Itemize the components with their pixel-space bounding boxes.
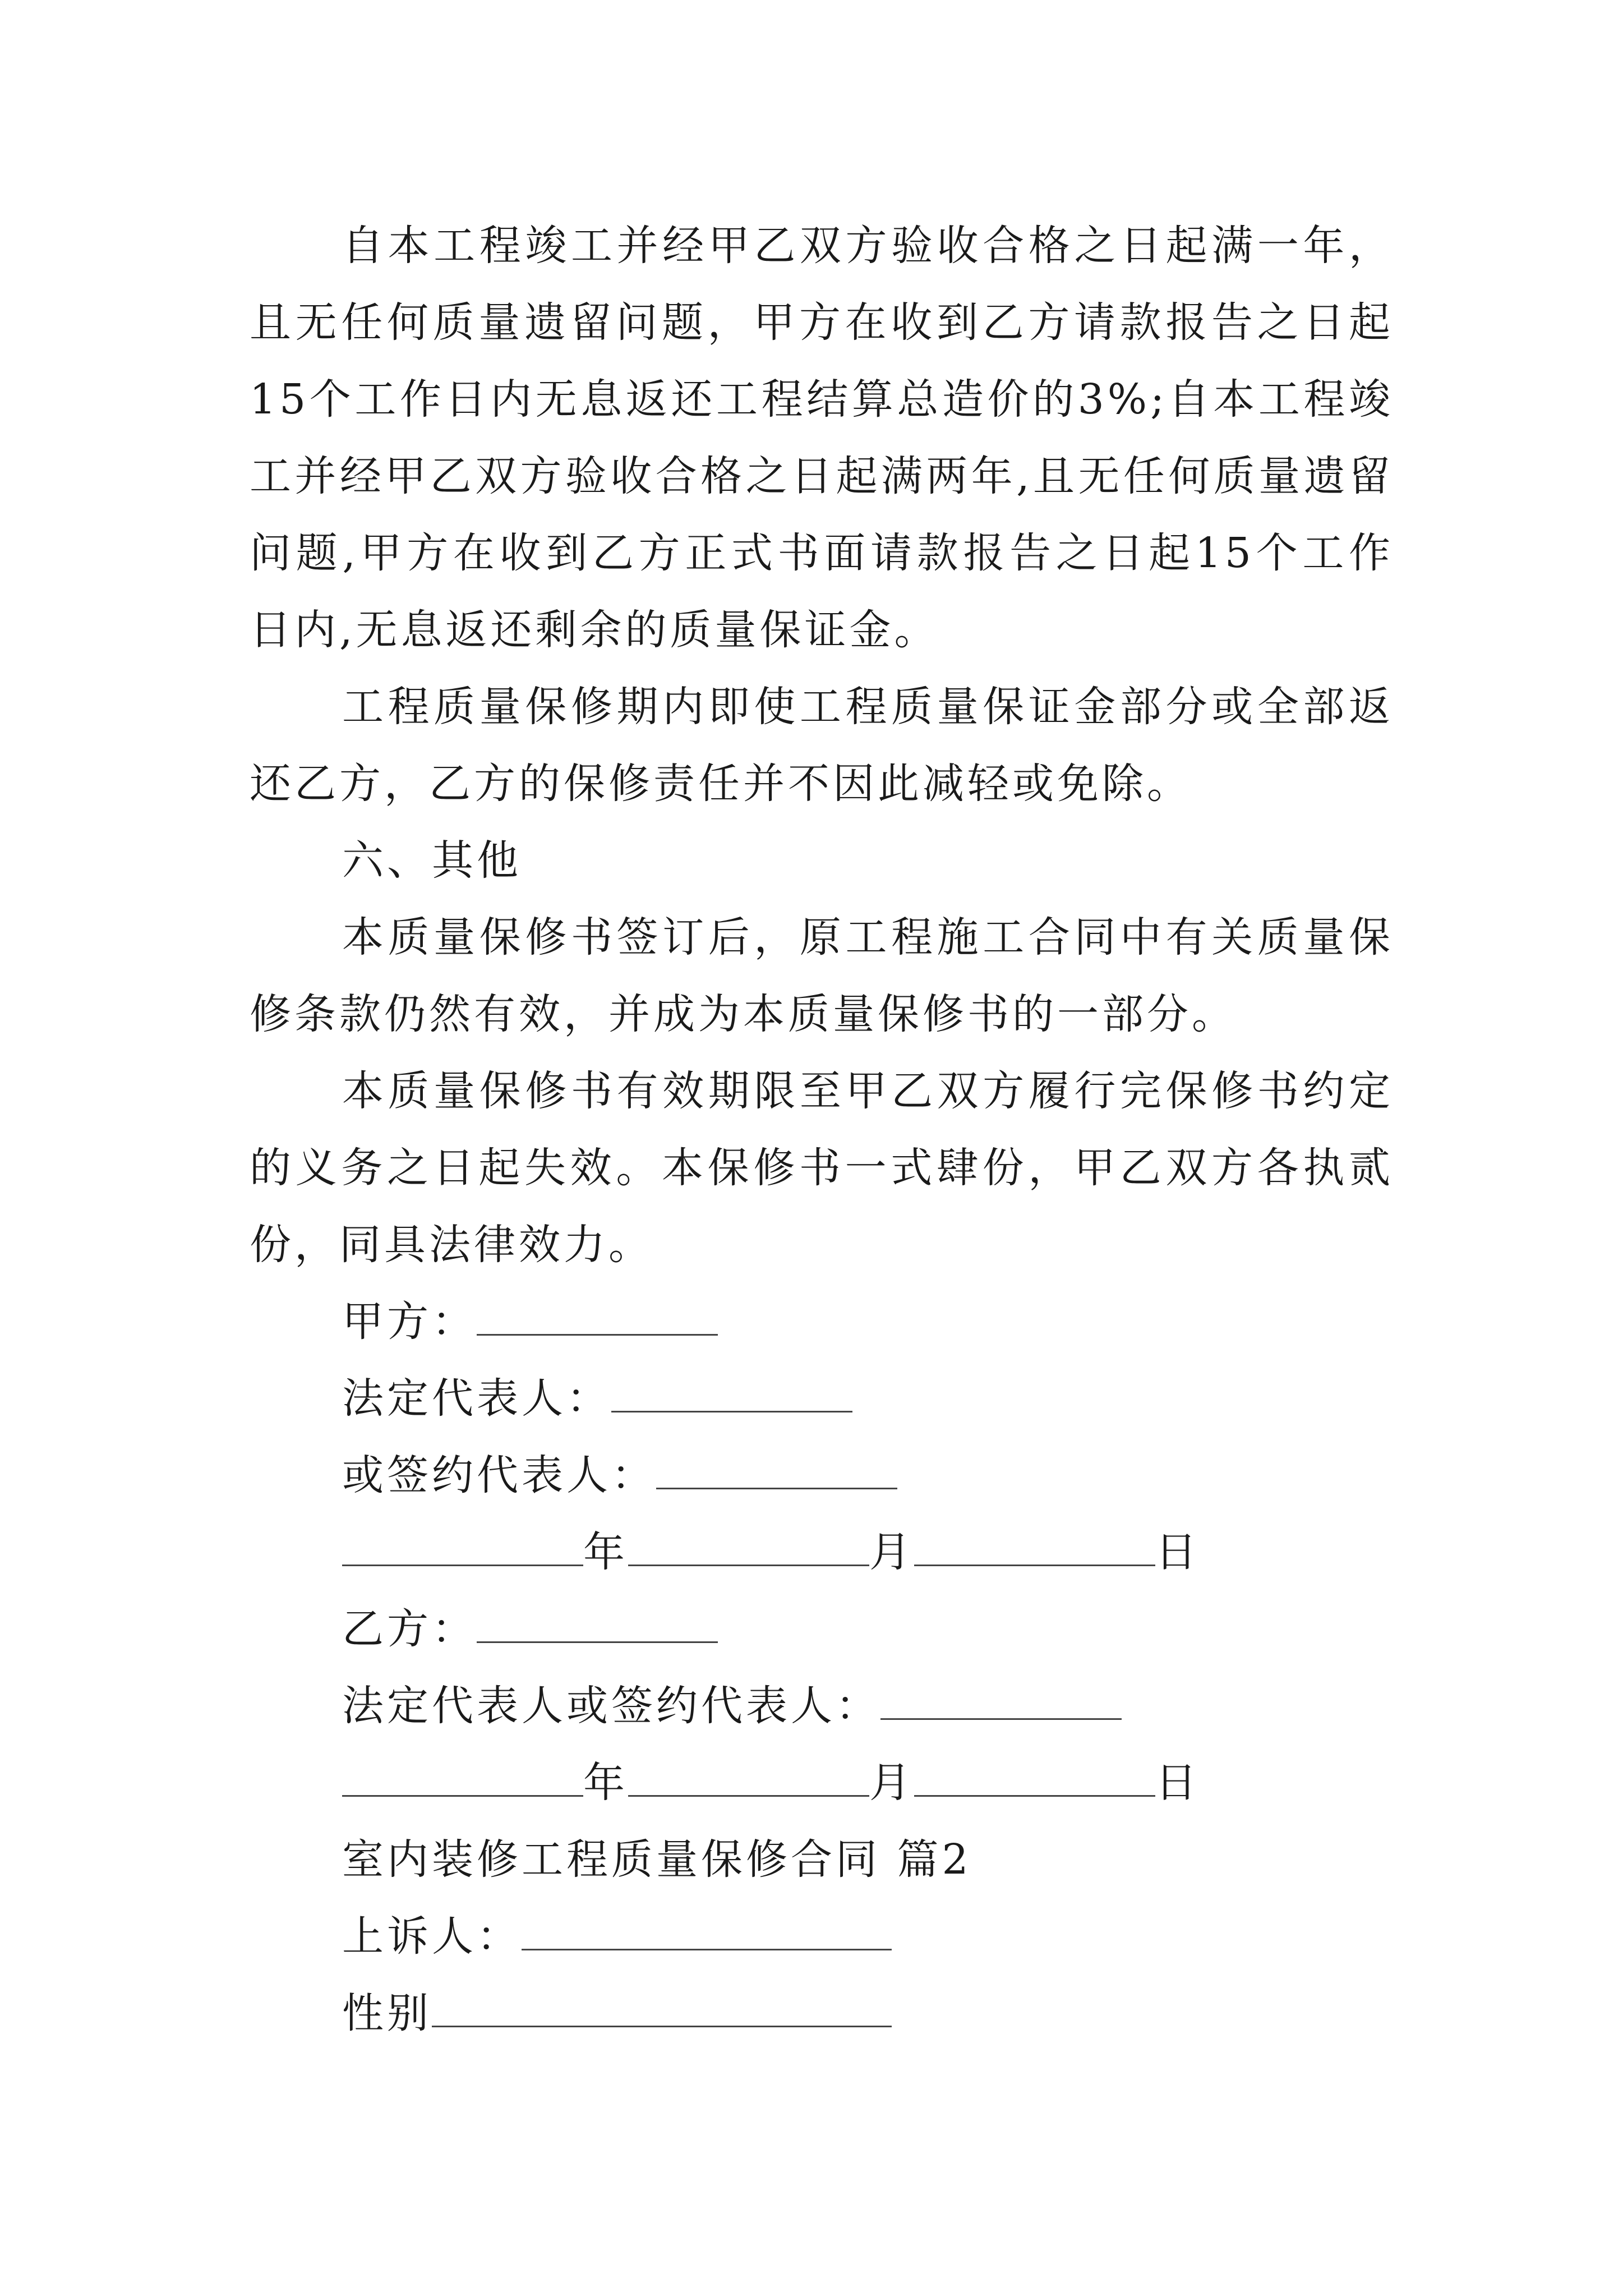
section-heading-other: 六、其他: [342, 836, 522, 885]
party-b-date-line: [250, 1745, 1394, 1821]
gender-blank[interactable]: [432, 1984, 892, 2027]
document-page: [250, 208, 1394, 2052]
party-a-sign-rep-label: 或签约代表人：: [342, 1451, 656, 1499]
party-a-month-blank[interactable]: [628, 1523, 869, 1566]
section2-title: 室内装修工程质量保修合同 篇2: [342, 1835, 972, 1884]
party-b-blank[interactable]: [477, 1600, 718, 1643]
party-b-rep-label: 法定代表人或签约代表人：: [342, 1682, 880, 1730]
gender-line: [250, 1975, 1394, 2052]
day-label: 日: [1155, 1528, 1200, 1576]
party-a-sign-rep-blank[interactable]: [656, 1446, 897, 1489]
party-b-rep-blank[interactable]: [880, 1677, 1122, 1720]
party-a-rep-line: [250, 1360, 1394, 1437]
year-label: 年: [583, 1759, 628, 1807]
appellant-label: 上诉人：: [342, 1912, 522, 1961]
paragraph-refund-terms: 自本工程竣工并经甲乙双方验收合格之日起满一年，且无任何质量遗留问题，甲方在收到乙方请款报告之日起15个工作日内无息返还工程结算总造价的3%;自本工程竣工并经甲乙双方验收合格之日起满两年,且无任何质量遗留问题,甲方在收到乙方正式书面请款报告之日起15个工作日内,无息返还剩余的质量保证金。: [250, 222, 1394, 654]
appellant-blank[interactable]: [522, 1907, 892, 1950]
gender-label: 性别: [342, 1989, 432, 2037]
party-a-day-blank[interactable]: [914, 1523, 1155, 1566]
paragraph-warranty-responsibility: 工程质量保修期内即使工程质量保证金部分或全部返还乙方，乙方的保修责任并不因此减轻或免除。: [250, 683, 1394, 808]
party-b-rep-line: [250, 1668, 1394, 1745]
party-b-month-blank[interactable]: [628, 1754, 869, 1797]
party-a-blank[interactable]: [477, 1292, 718, 1336]
party-b-day-blank[interactable]: [914, 1754, 1155, 1797]
party-a-line: [250, 1283, 1394, 1360]
party-a-rep-label: 法定代表人：: [342, 1374, 611, 1423]
party-a-year-blank[interactable]: [342, 1523, 583, 1566]
day-label: 日: [1155, 1759, 1200, 1807]
paragraph-effective-period: 本质量保修书有效期限至甲乙双方履行完保修书约定的义务之日起失效。本保修书一式肆份，甲乙双方各执贰份，同具法律效力。: [250, 1067, 1394, 1269]
party-b-label: 乙方：: [342, 1605, 477, 1653]
paragraph-contract-validity: 本质量保修书签订后，原工程施工合同中有关质量保修条款仍然有效，并成为本质量保修书的一部分。: [250, 913, 1394, 1038]
year-label: 年: [583, 1528, 628, 1576]
party-b-year-blank[interactable]: [342, 1754, 583, 1797]
appellant-line: [250, 1898, 1394, 1975]
month-label: 月: [869, 1759, 914, 1807]
month-label: 月: [869, 1528, 914, 1576]
party-a-rep-blank[interactable]: [611, 1369, 852, 1412]
party-a-sign-rep-line: [250, 1437, 1394, 1514]
party-a-label: 甲方：: [342, 1297, 477, 1346]
party-b-line: [250, 1591, 1394, 1668]
party-a-date-line: [250, 1514, 1394, 1591]
